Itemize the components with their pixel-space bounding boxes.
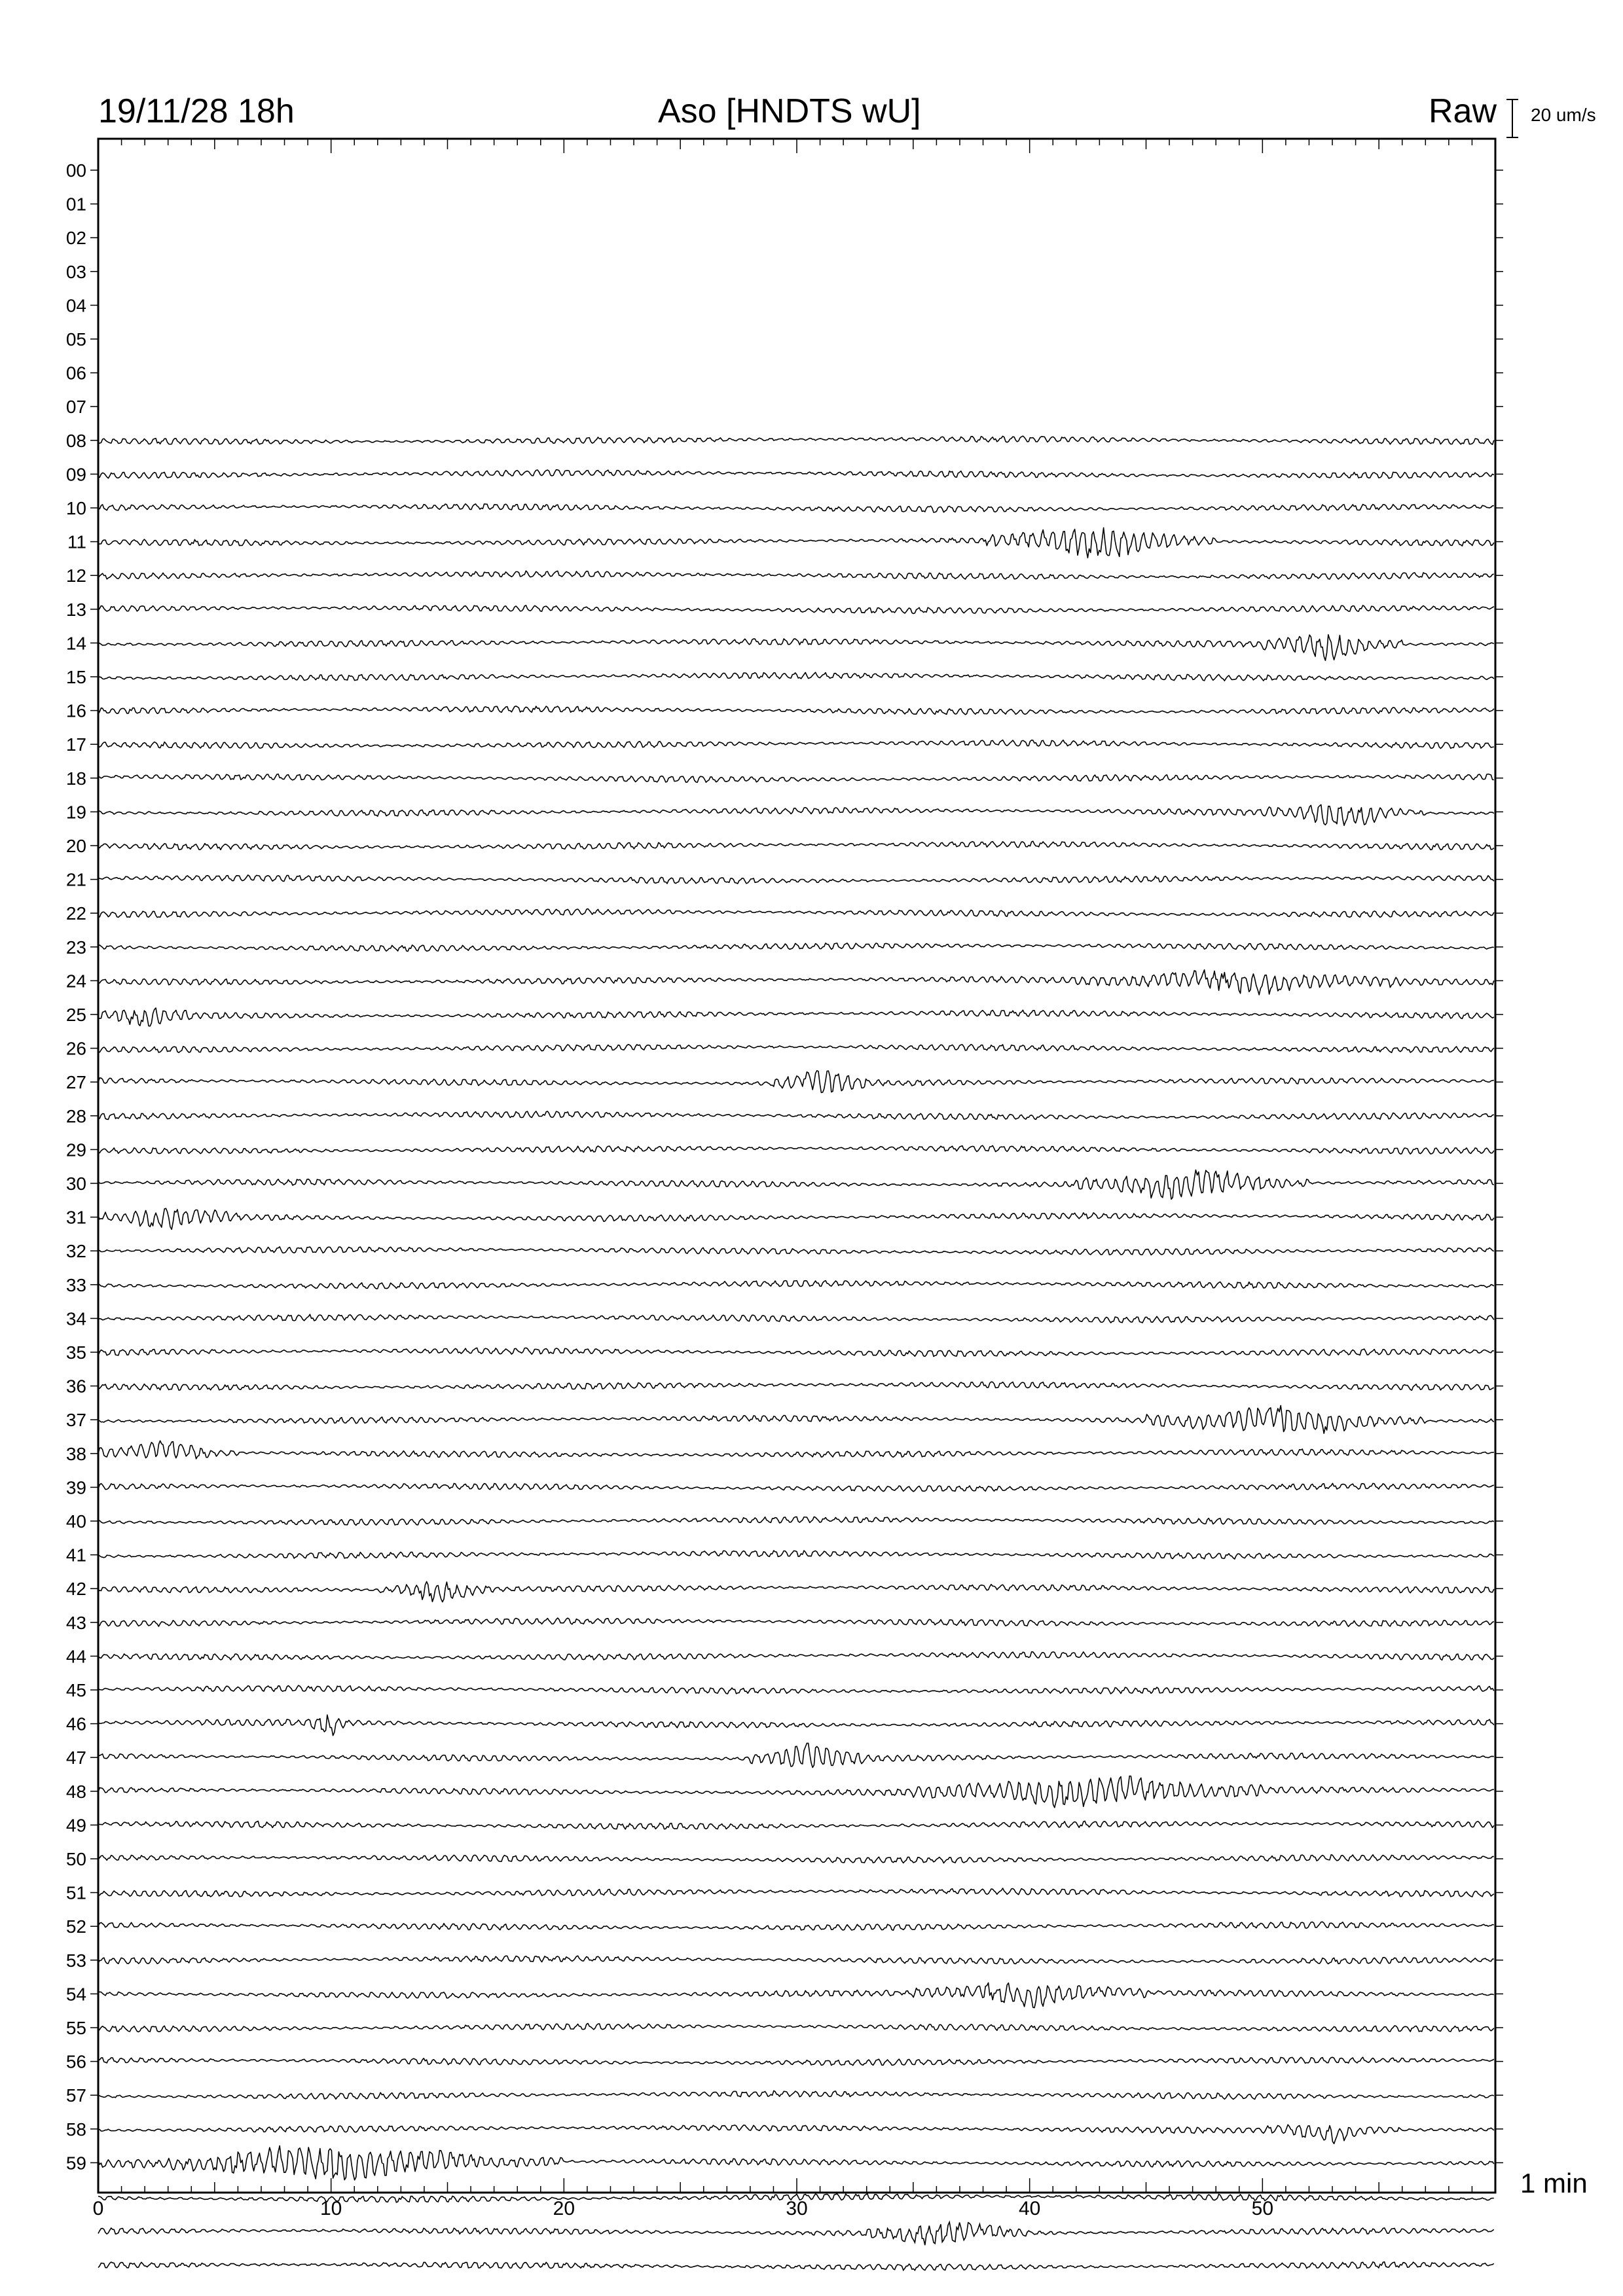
- trace-layer: [98, 436, 1494, 2270]
- trace-row-46: [98, 1715, 1494, 1736]
- row-label: 17: [65, 734, 86, 755]
- row-label: 25: [65, 1005, 86, 1025]
- trace-row-38: [98, 1441, 1494, 1459]
- row-label: 43: [65, 1612, 86, 1633]
- row-label: 58: [65, 2119, 86, 2140]
- date-hour-label: 19/11/28 18h: [98, 92, 295, 130]
- trace-row-57: [98, 2091, 1494, 2100]
- trace-row-37: [98, 1405, 1494, 1433]
- station-title: Aso [HNDTS wU]: [658, 92, 921, 130]
- trace-row-58: [98, 2125, 1494, 2144]
- trace-row-43: [98, 1618, 1494, 1626]
- row-label: 42: [65, 1579, 86, 1600]
- amplitude-scale-label: 20 um/s: [1531, 105, 1596, 125]
- row-label: 12: [65, 565, 86, 586]
- trace-row-12: [98, 571, 1494, 579]
- trace-row-45: [98, 1685, 1494, 1694]
- row-label: 23: [65, 937, 86, 958]
- row-label: 08: [65, 430, 86, 451]
- trace-row-23: [98, 943, 1494, 952]
- row-label: 20: [65, 836, 86, 856]
- row-label: 14: [65, 633, 86, 654]
- row-label: 53: [65, 1950, 86, 1971]
- row-label: 13: [65, 599, 86, 620]
- x-unit-label: 1 min: [1520, 2168, 1588, 2198]
- x-tick-label: 40: [1018, 2198, 1041, 2219]
- trace-row-55: [98, 2024, 1494, 2032]
- x-tick-label: 10: [319, 2198, 342, 2219]
- row-label: 01: [65, 194, 86, 215]
- row-label: 35: [65, 1342, 86, 1363]
- row-label: 52: [65, 1916, 86, 1937]
- row-label: 30: [65, 1174, 86, 1194]
- row-label: 34: [65, 1308, 86, 1329]
- row-label: 38: [65, 1443, 86, 1464]
- trace-row-47: [98, 1743, 1494, 1767]
- trace-row-48: [98, 1776, 1494, 1808]
- label-layer: [66, 160, 1273, 2219]
- row-label: 29: [65, 1139, 86, 1160]
- trace-row-44: [98, 1652, 1494, 1660]
- row-label: 36: [65, 1376, 86, 1397]
- trace-row-08: [98, 436, 1494, 444]
- x-tick-label: 50: [1251, 2198, 1274, 2219]
- row-label: 48: [65, 1781, 86, 1802]
- row-label: 31: [65, 1207, 86, 1228]
- row-label: 04: [65, 295, 86, 316]
- trace-row-27: [98, 1071, 1494, 1093]
- trace-row-14: [98, 635, 1494, 660]
- trace-row-22: [98, 909, 1494, 918]
- trace-continuation: [98, 2262, 1494, 2270]
- trace-row-09: [98, 470, 1494, 478]
- trace-row-59: [98, 2146, 1494, 2180]
- trace-row-15: [98, 672, 1494, 681]
- plot-border: [98, 139, 1495, 2193]
- trace-row-56: [98, 2057, 1494, 2065]
- trace-row-25: [98, 1008, 1494, 1026]
- trace-row-18: [98, 774, 1494, 783]
- row-label: 21: [65, 869, 86, 890]
- row-label: 05: [65, 329, 86, 350]
- row-label: 00: [65, 160, 86, 181]
- trace-row-28: [98, 1111, 1494, 1120]
- row-label: 06: [65, 363, 86, 384]
- trace-row-21: [98, 875, 1494, 884]
- trace-row-52: [98, 1922, 1494, 1930]
- trace-row-54: [98, 1983, 1494, 2008]
- row-label: 33: [65, 1274, 86, 1295]
- row-label: 19: [65, 802, 86, 823]
- row-label: 32: [65, 1241, 86, 1262]
- trace-row-49: [98, 1821, 1494, 1829]
- trace-row-40: [98, 1517, 1494, 1526]
- row-label: 39: [65, 1477, 86, 1498]
- trace-row-20: [98, 841, 1494, 850]
- row-label: 27: [65, 1072, 86, 1093]
- row-label: 47: [65, 1748, 86, 1768]
- row-label: 26: [65, 1038, 86, 1059]
- row-label: 24: [65, 971, 86, 992]
- trace-row-50: [98, 1855, 1494, 1863]
- trace-row-41: [98, 1551, 1494, 1559]
- trace-row-16: [98, 706, 1494, 715]
- trace-row-33: [98, 1281, 1494, 1289]
- row-label: 07: [65, 397, 86, 418]
- row-label: 16: [65, 700, 86, 721]
- x-tick-label: 0: [92, 2198, 104, 2219]
- trace-row-34: [98, 1314, 1494, 1323]
- tick-layer: [90, 139, 1503, 2193]
- row-label: 18: [65, 768, 86, 789]
- row-label: 49: [65, 1815, 86, 1836]
- trace-row-26: [98, 1045, 1494, 1053]
- trace-row-13: [98, 605, 1494, 614]
- row-label: 10: [65, 498, 86, 518]
- row-label: 56: [65, 2051, 86, 2072]
- trace-row-31: [98, 1208, 1494, 1229]
- trace-row-32: [98, 1247, 1494, 1255]
- trace-row-17: [98, 740, 1494, 749]
- trace-row-30: [98, 1170, 1494, 1200]
- row-label: 02: [65, 228, 86, 249]
- row-label: 54: [65, 1984, 86, 2005]
- row-label: 41: [65, 1545, 86, 1566]
- row-label: 37: [65, 1410, 86, 1431]
- trace-row-39: [98, 1483, 1494, 1491]
- trace-row-11: [98, 528, 1494, 558]
- row-label: 55: [65, 2018, 86, 2038]
- row-label: 22: [65, 903, 86, 924]
- row-label: 03: [65, 261, 86, 282]
- trace-continuation: [98, 2222, 1494, 2245]
- trace-row-19: [98, 805, 1494, 826]
- row-label: 40: [65, 1511, 86, 1532]
- trace-row-36: [98, 1382, 1494, 1390]
- x-tick-label: 30: [786, 2198, 808, 2219]
- row-label: 44: [65, 1646, 86, 1667]
- row-label: 28: [65, 1105, 86, 1126]
- row-label: 09: [65, 464, 86, 485]
- row-label: 15: [65, 667, 86, 687]
- trace-row-35: [98, 1348, 1494, 1356]
- row-label: 57: [65, 2085, 86, 2106]
- trace-row-24: [98, 970, 1494, 995]
- row-label: 11: [67, 531, 86, 552]
- trace-row-42: [98, 1582, 1494, 1602]
- row-label: 45: [65, 1680, 86, 1700]
- trace-row-10: [98, 504, 1494, 512]
- trace-row-51: [98, 1888, 1494, 1897]
- trace-row-29: [98, 1145, 1494, 1154]
- plot-frame: [98, 99, 1518, 2193]
- trace-row-53: [98, 1956, 1494, 1964]
- x-tick-label: 20: [553, 2198, 575, 2219]
- row-label: 50: [65, 1849, 86, 1869]
- mode-label: Raw: [1428, 92, 1497, 130]
- row-label: 51: [65, 1882, 86, 1903]
- row-label: 59: [65, 2153, 86, 2174]
- row-label: 46: [65, 1713, 86, 1734]
